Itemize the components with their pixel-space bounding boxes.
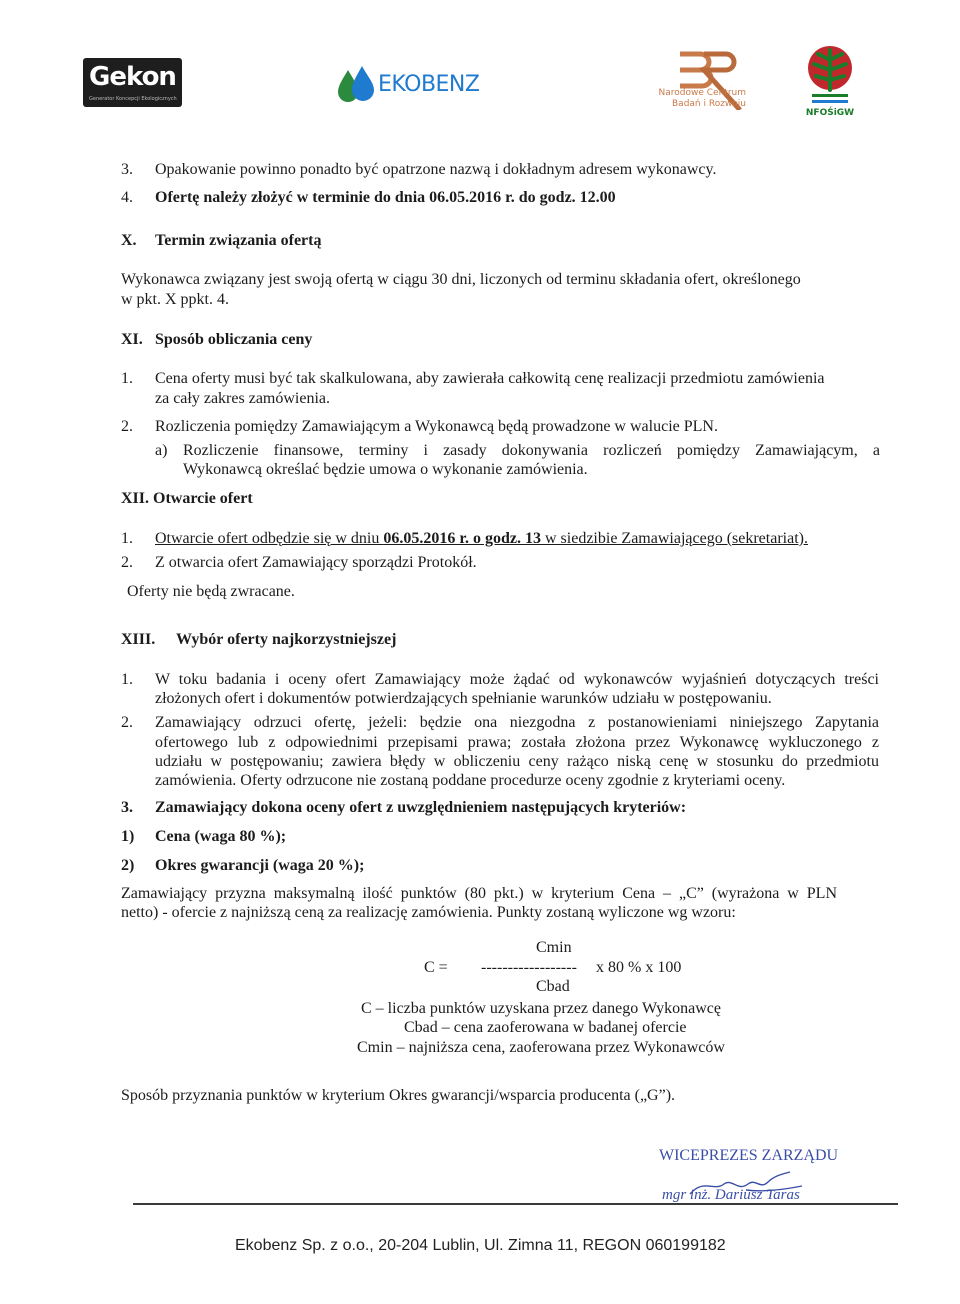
ncbr-line-1: Narodowe Centrum: [658, 88, 746, 98]
xiii-item-2-line-1: Zamawiający odrzuci ofertę, jeżeli: będzie ona niezgodna z postanowieniami niniejszego Zapytania: [155, 714, 879, 731]
nfos-logo: [800, 44, 860, 118]
xiii-item-2-line-4: zamówienia. Oferty odrzucone nie zostaną poddane procedurze oceny zgodnie z kryteriami oceny.: [155, 772, 786, 789]
section-x-line-1: Wykonawca związany jest swoją ofertą w ciągu 30 dni, liczonych od terminu składania ofert, określonego: [121, 271, 801, 288]
formula-denominator: Cbad: [536, 978, 570, 995]
ekobenz-logo-text: EKOBENZ: [378, 72, 480, 97]
item-3-number: 3.: [121, 161, 133, 178]
formula-fraction-line: ------------------: [481, 959, 577, 976]
legend-cbad: Cbad – cena zaoferowana w badanej ofercie: [404, 1019, 687, 1036]
footer-divider: [133, 1203, 898, 1205]
section-x-number: X.: [121, 232, 137, 249]
xii-note: Oferty nie będą zwracane.: [127, 583, 295, 600]
formula-multiplier: x 80 % x 100: [596, 959, 682, 976]
xiii-item-2-line-2: ofertowego lub z odpowiednimi przepisami prawa; została złożona przez Wykonawcę wykluczonego z: [155, 734, 879, 751]
item-4-deadline: Ofertę należy złożyć w terminie do dnia 06.05.2016 r. do godz. 12.00: [155, 189, 616, 206]
section-xii-title: XII. Otwarcie ofert: [121, 490, 253, 507]
section-xi-number: XI.: [121, 331, 143, 348]
formula-c-equals: C =: [424, 959, 448, 976]
xi-item-1-line-2: za cały zakres zamówienia.: [155, 390, 331, 407]
criterion-1-text: Cena (waga 80 %);: [155, 828, 287, 845]
guarantee-criterion-text: Sposób przyznania punktów w kryterium Okres gwarancji/wsparcia producenta („G”).: [121, 1087, 676, 1104]
criterion-1-number: 1): [121, 828, 135, 845]
nfos-logo-text: NFOŚiGW: [805, 108, 855, 118]
xi-item-a-line-2: Wykonawcą określać będzie umowa o wykonanie zamówienia.: [183, 461, 588, 478]
xii-opening-part-3: w siedzibie Zamawiającego (sekretariat).: [541, 530, 808, 547]
formula-numerator: Cmin: [536, 939, 572, 956]
legend-cmin: Cmin – najniższa cena, zaoferowana przez Wykonawców: [357, 1039, 725, 1056]
xi-item-a-letter: a): [155, 442, 168, 459]
ekobenz-logo: [336, 64, 480, 104]
price-criterion-line-1: Zamawiający przyzna maksymalną ilość punktów (80 pkt.) w kryterium Cena – „C” (wyrażona w PLN: [121, 885, 837, 902]
xi-item-2-text: Rozliczenia pomiędzy Zamawiającym a Wykonawcą będą prowadzone w walucie PLN.: [155, 418, 718, 435]
xiii-item-3-text: Zamawiający dokona oceny ofert z uwzględnieniem następujących kryteriów:: [155, 799, 687, 816]
legend-c: C – liczba punktów uzyskana przez danego Wykonawcę: [361, 1000, 721, 1017]
xiii-item-3-number: 3.: [121, 799, 133, 816]
section-x-line-2: w pkt. X ppkt. 4.: [121, 291, 229, 308]
xii-opening-part-1: Otwarcie ofert odbędzie się w dniu: [155, 530, 384, 547]
section-xiii-number: XIII.: [121, 631, 156, 648]
xii-opening-date: 06.05.2016 r. o godz. 13: [383, 530, 541, 547]
xi-item-1-line-1: Cena oferty musi być tak skalkulowana, aby zawierała całkowitą cenę realizacji przedmiotu zamówienia: [155, 370, 825, 387]
section-xi-title: Sposób obliczania ceny: [155, 331, 313, 348]
water-drops-icon: [336, 64, 378, 104]
xiii-item-2-line-3: udziału w postępowaniu; zawiera błędy w obliczeniu ceny rażąco niską cenę w stosunku do przedmiotu: [155, 753, 879, 770]
xiii-item-1-number: 1.: [121, 671, 133, 688]
xiii-item-1-line-2: złożonych ofert i dokumentów potwierdzających spełnianie warunków udziału w postępowaniu.: [155, 690, 772, 707]
criterion-2-text: Okres gwarancji (waga 20 %);: [155, 857, 365, 874]
nfos-emblem-icon: [800, 44, 860, 108]
gekon-logo: [83, 58, 182, 107]
xiii-item-2-number: 2.: [121, 714, 133, 731]
xi-item-2-number: 2.: [121, 418, 133, 435]
footer-company-info: Ekobenz Sp. z o.o., 20-204 Lublin, Ul. Zimna 11, REGON 060199182: [235, 1237, 726, 1254]
section-xiii-title: Wybór oferty najkorzystniejszej: [176, 631, 397, 648]
section-x-title: Termin związania ofertą: [155, 232, 322, 249]
ncbr-line-2: Badań i Rozwoju: [672, 99, 746, 109]
xii-item-2-number: 2.: [121, 554, 133, 571]
xii-opening-sentence: [155, 530, 808, 548]
criterion-2-number: 2): [121, 857, 135, 874]
xi-item-1-number: 1.: [121, 370, 133, 387]
xii-item-1-number: 1.: [121, 530, 133, 547]
item-3-text: Opakowanie powinno ponadto być opatrzone nazwą i dokładnym adresem wykonawcy.: [155, 161, 717, 178]
item-4-number: 4.: [121, 189, 133, 206]
xiii-item-1-line-1: W toku badania i oceny ofert Zamawiający może żądać od wykonawców wyjaśnień dotyczących treści: [155, 671, 879, 688]
signatory-name: mgr inż. Dariusz Taras: [662, 1187, 800, 1203]
gekon-logo-subtitle: Generator Koncepcji Ekologicznych: [89, 96, 177, 102]
ncbr-logo: [652, 48, 772, 110]
stamp-title: WICEPREZES ZARZĄDU: [659, 1147, 839, 1164]
xii-item-2-text: Z otwarcia ofert Zamawiający sporządzi Protokół.: [155, 554, 477, 571]
gekon-logo-text: Gekon: [89, 62, 176, 92]
xi-item-a-line-1: Rozliczenie finansowe, terminy i zasady dokonywania rozliczeń pomiędzy Zamawiającym, a: [183, 442, 880, 459]
price-criterion-line-2: netto) - ofercie z najniższą ceną za realizację zamówienia. Punkty zostaną wyliczone wg wzoru:: [121, 904, 736, 921]
